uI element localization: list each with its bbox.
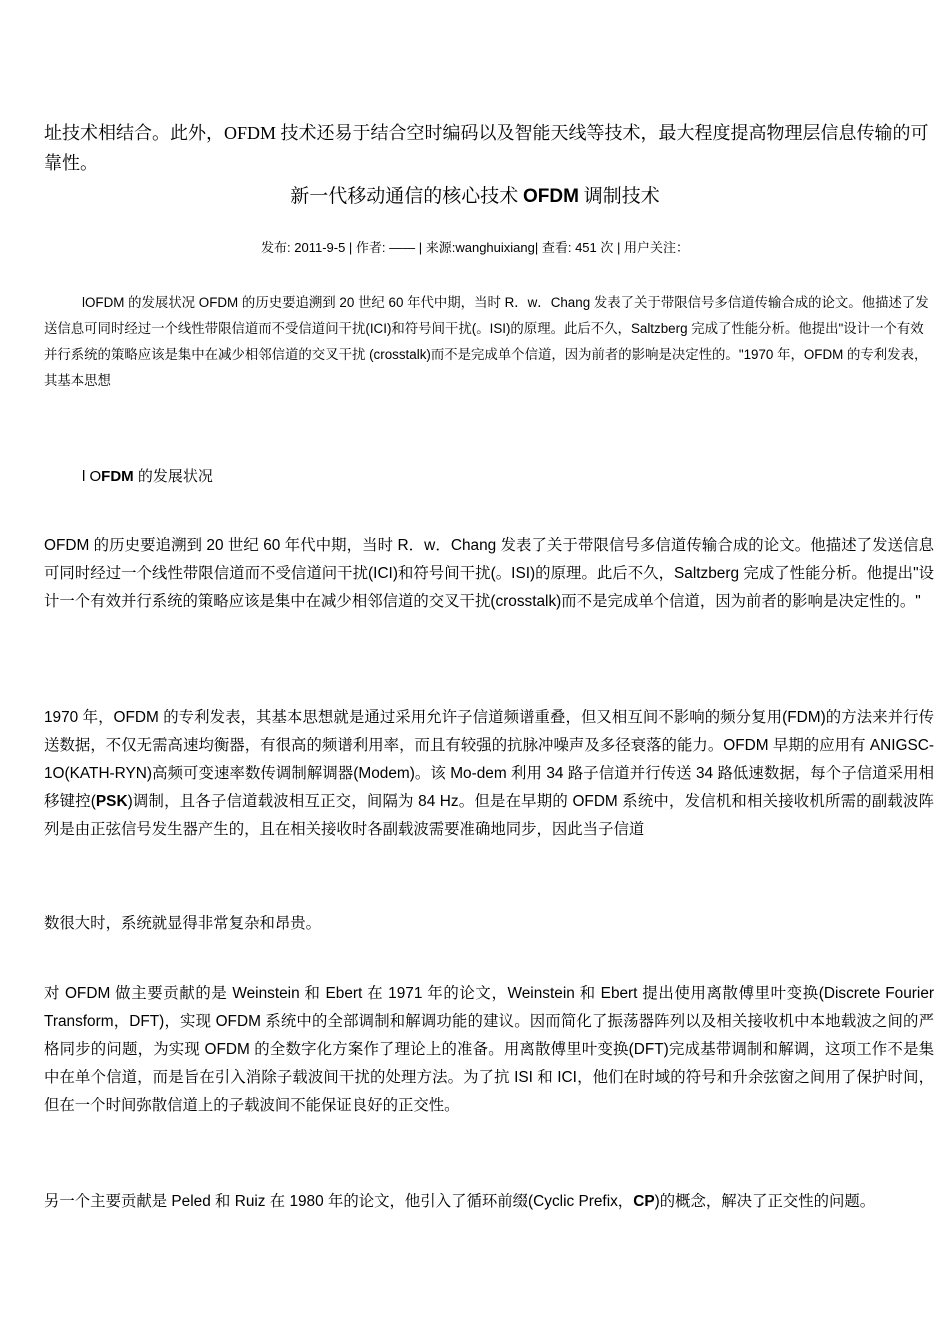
summary-text: lOFDM 的发展状况 OFDM 的历史要追溯到 20 世纪 60 年代中期，当时 R．w．Chang 发表了关于带限信号多信道传输合成的论文。他描述了发送信息可同时经过一个线性带限信道而不受信道问干扰(ICI)和符号间干扰(。ISI)的原理。此后不久，Saltzberg 完成了性能分析。他提出"设计一个有效并行系统的策略应该是集中在减少相邻信道的交叉干扰 (crosstalk)而不是完成单个信道，因为前者的影响是决定性的。"1970 年，OFDM 的专利发表，其基本思想	[44, 295, 929, 388]
psk-term: PSK	[95, 793, 128, 810]
intro-text: 址技术相结合。此外，OFDM 技术还易于结合空时编码以及智能天线等技术，最大程度提高物理层信息传输的可靠性。	[44, 123, 929, 173]
paragraph-dft-text: 对 OFDM 做主要贡献的是 Weinstein 和 Ebert 在 1971 年的论文，Weinstein 和 Ebert 提出使用离散傅里叶变换(Discrete Fourier Transform，DFT)，实现 OFDM 系统中的全部调制和解调功能的建议。因而简化了振荡器阵列以及相关接收机中本地载波之间的严格同步的问题，为实现 OFDM 的全数字化方案作了理论上的准备。用离散傅里叶变换(DFT)完成基带调制和解调，这项工作不是集中在单个信道，而是旨在引入消除子载波间干扰的处理方法。为了抗 ISI 和 ICI，他们在时域的符号和升余弦窗之间用了保护时间，但在一个时间弥散信道上的子载波间不能保证良好的正交性。	[44, 985, 934, 1114]
paragraph-history-text: OFDM 的历史要追溯到 20 世纪 60 年代中期，当时 R．w．Chang 发表了关于带限信号多信道传输合成的论文。他描述了发送信息可同时经过一个线性带限信道而不受信道问干扰(ICI)和符号间干扰(。ISI)的原理。此后不久，Saltzberg 完成了性能分析。他提出"设计一个有效并行系统的策略应该是集中在减少相邻信道的交叉干扰(crosstalk)而不是完成单个信道，因为前者的影响是决定性的。"	[44, 537, 934, 610]
meta-text: 发布: 2011-9-5 | 作者: —— | 来源:wanghuixiang| 查看: 451 次 | 用户关注：	[261, 240, 689, 255]
heading-bold: FDM	[101, 468, 134, 485]
title-bold: OFDM	[523, 186, 579, 207]
title-prefix: 新一代移动通信的核心技术	[290, 186, 524, 207]
paragraph-patent-text-2: )调制，且各子信道载波相互正交，间隔为 84 Hz。但是在早期的 OFDM 系统中，发信机和相关接收机所需的副载波阵列是由正弦信号发生器产生的，且在相关接收时各副载波需要准确地同步，因此当子信道	[44, 793, 934, 838]
paragraph-patent	[44, 704, 934, 844]
cp-term: CP	[633, 1193, 655, 1210]
section-heading	[82, 464, 682, 490]
paragraph-cyclic-prefix	[44, 1188, 934, 1216]
paragraph-patent-continued-text: 数很大时，系统就显得非常复杂和昂贵。	[44, 915, 322, 932]
summary-paragraph	[44, 290, 932, 394]
paragraph-cp-text-2: )的概念，解决了正交性的问题。	[654, 1193, 876, 1210]
paragraph-patent-text-1: 1970 年，OFDM 的专利发表，其基本思想就是通过采用允许子信道频谱重叠，但又相互间不影响的频分复用(FDM)的方法来并行传送数据，不仅无需高速均衡器，有很高的频谱利用率，而且有较强的抗脉冲噪声及多径衰落的能力。OFDM 早期的应用有 ANIGSC-1O(KATH-RYN)高频可变速率数传调制解调器(Modem)。该 Mo-dem 利用 34 路子信道并行传送 34 路低速数据，每个子信道采用相移键控(	[44, 709, 934, 810]
heading-prefix: l O	[82, 468, 102, 485]
intro-paragraph	[44, 118, 934, 178]
title-suffix: 调制技术	[578, 186, 660, 207]
article-meta	[0, 238, 950, 258]
article-title	[0, 183, 950, 211]
heading-suffix: 的发展状况	[133, 468, 213, 485]
paragraph-cp-text-1: 另一个主要贡献是 Peled 和 Ruiz 在 1980 年的论文，他引入了循环前缀(Cyclic Prefix，	[44, 1193, 634, 1210]
paragraph-patent-continued	[44, 910, 934, 938]
paragraph-history	[44, 532, 934, 616]
paragraph-dft	[44, 980, 934, 1120]
